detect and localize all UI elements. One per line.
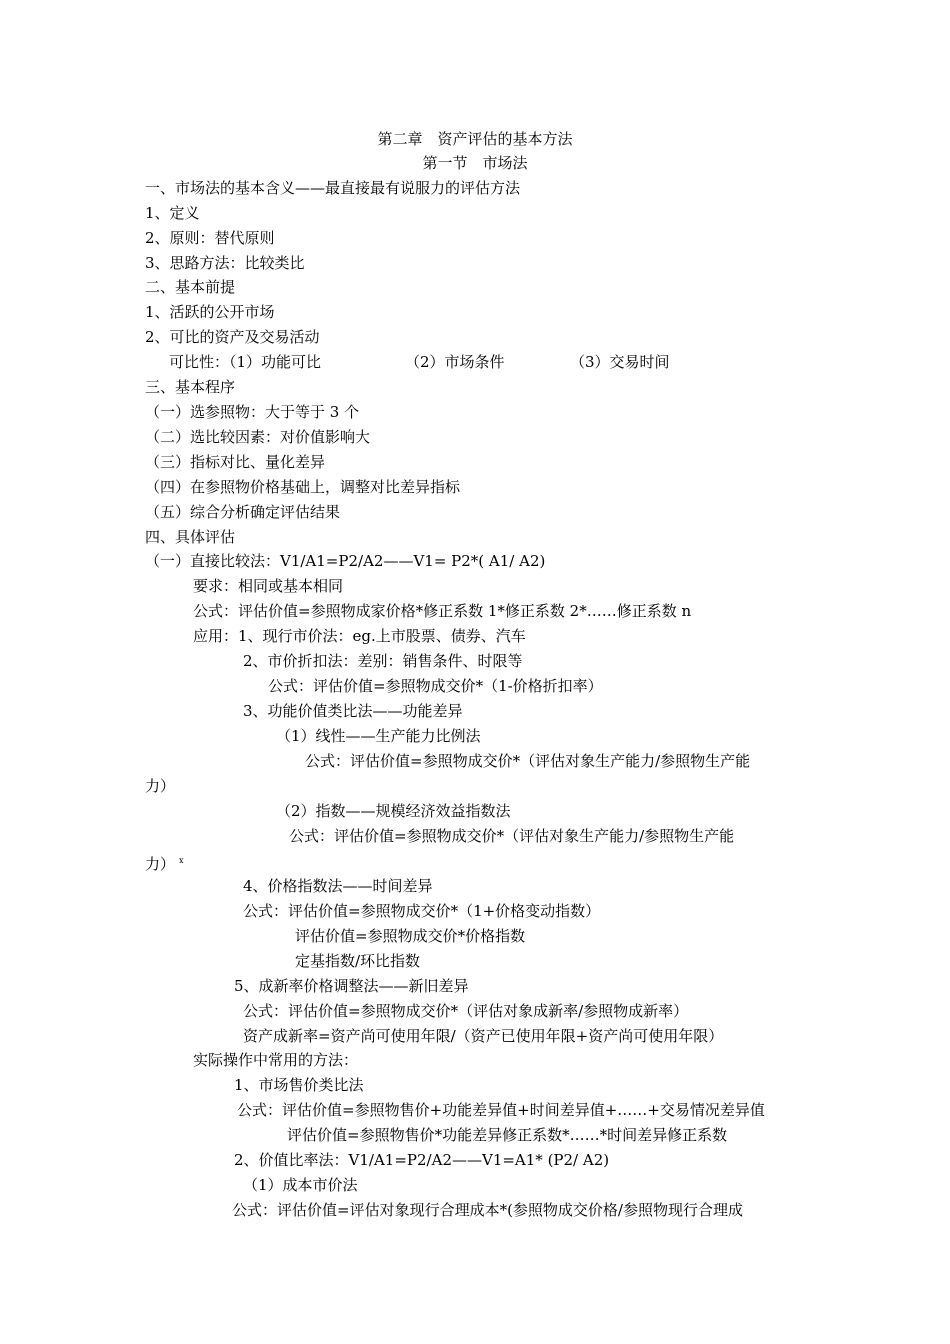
text-line: （2）指数——规模经济效益指数法: [276, 802, 511, 820]
text-line: 2、市价折扣法：差别：销售条件、时限等: [243, 652, 523, 670]
formula-line: 公式：评估价值=参照物售价+功能差异值+时间差异值+……+交易情况差异值: [237, 1101, 765, 1119]
text-line: （一）选参照物：大于等于 3 个: [145, 403, 360, 421]
text-line: 3、思路方法：比较类比: [145, 254, 305, 272]
text-line: （1）线性——生产能力比例法: [276, 727, 481, 745]
formula-text: 力）: [145, 855, 176, 873]
formula-line: 评估价值=参照物成交价*价格指数: [295, 927, 526, 945]
text-line: 1、市场售价类比法: [234, 1076, 364, 1094]
formula-line-continued: 力）: [145, 777, 176, 795]
formula-line: 公式：评估价值=参照物成家价格*修正系数 1*修正系数 2*……修正系数 n: [193, 602, 692, 620]
text-line: （二）选比较因素：对价值影响大: [145, 428, 371, 446]
text-line: 应用：1、现行市价法：eg.上市股票、债券、汽车: [193, 627, 526, 645]
formula-line-continued: [145, 851, 184, 874]
section-title: 第一节 市场法: [422, 154, 528, 172]
formula-line: 公式：评估价值=参照物成交价*（1-价格折扣率）: [268, 677, 603, 695]
text-line: （1）成本市价法: [243, 1176, 358, 1194]
heading-3: 三、基本程序: [145, 378, 236, 396]
text-line: 1、活跃的公开市场: [145, 303, 275, 321]
text-line: 定基指数/环比指数: [295, 952, 421, 970]
formula-line: 公式：评估价值=参照物成交价*（评估对象成新率/参照物成新率）: [243, 1002, 689, 1020]
text-line: （三）指标对比、量化差异: [145, 453, 326, 471]
comparability-item: （3）交易时间: [570, 353, 670, 371]
exponent-mark: x: [179, 856, 184, 865]
text-line: 3、功能价值类比法——功能差异: [243, 702, 463, 720]
heading-2: 二、基本前提: [145, 278, 236, 296]
text-line: 4、价格指数法——时间差异: [243, 877, 433, 895]
text-line: 5、成新率价格调整法——新旧差异: [234, 977, 469, 995]
text-line: （一）直接比较法：V1/A1=P2/A2——V1= P2*( A1/ A2): [145, 552, 546, 570]
text-line: （四）在参照物价格基础上，调整对比差异指标: [145, 478, 461, 496]
text-line: 1、定义: [145, 204, 200, 222]
text-line: 2、可比的资产及交易活动: [145, 328, 320, 346]
text-line: 实际操作中常用的方法：: [193, 1051, 359, 1069]
text-line: 2、原则：替代原则: [145, 229, 275, 247]
formula-line: 公式：评估价值=评估对象现行合理成本*(参照物成交价格/参照物现行合理成: [232, 1201, 743, 1219]
formula-line: 评估价值=参照物售价*功能差异修正系数*……*时间差异修正系数: [287, 1126, 728, 1144]
formula-line: 公式：评估价值=参照物成交价*（1+价格变动指数）: [243, 902, 601, 920]
comparability-item: （2）市场条件: [405, 353, 505, 371]
comparability-label: 可比性：（1）功能可比: [169, 353, 322, 371]
heading-4: 四、具体评估: [145, 528, 236, 546]
text-line: 2、价值比率法：V1/A1=P2/A2——V1=A1* (P2/ A2): [234, 1151, 610, 1169]
formula-line: 公式：评估价值=参照物成交价*（评估对象生产能力/参照物生产能: [289, 827, 735, 845]
text-line: （五）综合分析确定评估结果: [145, 503, 341, 521]
chapter-title: 第二章 资产评估的基本方法: [377, 130, 573, 148]
formula-line: 公式：评估价值=参照物成交价*（评估对象生产能力/参照物生产能: [305, 752, 751, 770]
formula-line: 资产成新率=资产尚可使用年限/（资产已使用年限+资产尚可使用年限）: [243, 1027, 724, 1045]
text-line: 要求：相同或基本相同: [193, 577, 344, 595]
heading-1: 一、市场法的基本含义——最直接最有说服力的评估方法: [145, 179, 521, 197]
